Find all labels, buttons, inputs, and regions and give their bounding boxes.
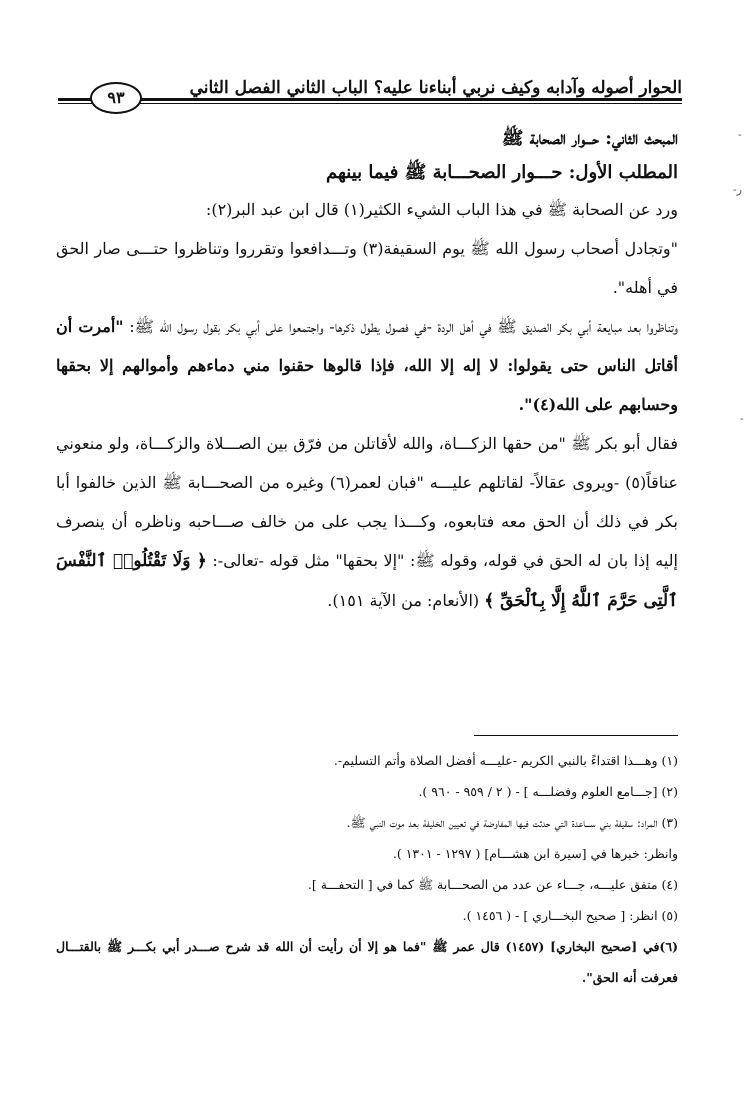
paragraph-text: فقال أبو بكر ﷺ "من حقها الزكـــاة، والله لأقاتلن من فرّق بين الصـــلاة والزكـــاة، ولو منعوني عناقاً(٥) -ويروى عقالاً- لقاتلهم عليـــه "فبان لعمر(٦) وغيره من الصحـــابة ﷺ الذين خالفوا أبا بكر في ذلك أن الحق معه فتابعوه، وكـــذا يجب على من خالف صـــاحبه وناظره أن ينصرف إليه إذا بان له الحق في قوله، وقوله ﷺ: "إلا بحقها" مثل قوله -تعالى-: xyxy=(56,434,678,570)
footnote: (١) وهـــذا اقتداءً بالنبي الكريم -عليـــه أفضل الصلاة وأتم التسليم-. xyxy=(333,753,678,768)
header-title: الحوار أصوله وآدابه وكيف نربي أبناءنا عليه؟ الباب الثاني الفصل الثاني xyxy=(184,78,682,98)
footnote: (٣) المراد: سقيفة بني ســـاعدة التي حدثت فيها المفاوضة في تعيين الخليفة بعد موت النبي ﷺ. xyxy=(346,815,678,830)
quran-verse: ﴿ وَلَا تَقْتُلُوا۟ ٱلنَّفْسَ ٱلَّتِى حَرَّمَ ٱللَّهُ إِلَّا بِٱلْحَقِّ ﴾ xyxy=(56,551,678,611)
header-rule xyxy=(58,98,682,101)
edge-mark: - xyxy=(738,128,742,141)
main-text xyxy=(56,118,678,621)
edge-mark: -ر xyxy=(733,183,743,196)
running-header xyxy=(58,78,682,114)
header-rule-thin xyxy=(58,103,682,104)
paragraph xyxy=(56,307,678,424)
section-heading: المبحث الثاني: حـــوار الصحابة ﷺ xyxy=(501,128,678,149)
verse-reference: (الأنعام: من الآية ١٥١). xyxy=(327,591,485,610)
paragraph: "وتجادل أصحاب رسول الله ﷺ يوم السقيفة(٣) وتـــدافعوا وتقرروا وتناظروا حتـــى صار الحق في أهله". xyxy=(56,239,678,297)
subsection-heading: المطلب الأول: حـــوار الصحـــابة ﷺ فيما بينهم xyxy=(325,162,678,183)
footnote: (٤) متفق عليـــه، جـــاء عن عدد من الصحـــابة ﷺ كما في [ التحفـــة ]. xyxy=(307,877,678,892)
paragraph xyxy=(56,424,678,621)
paragraph: ورد عن الصحابة ﷺ في هذا الباب الشيء الكثير(١) قال ابن عبد البر(٢): xyxy=(205,200,678,219)
edge-mark: - xyxy=(740,412,744,425)
paragraph-text: وتناظروا بعد مبايعة أبي بكر الصديق ﷺ في أهل الردة -في فصول يطول ذكرها- واجتمعوا على أبي بكر بقول رسول الله ﷺ: xyxy=(123,317,679,336)
hadith-quote: "أمرت أن أقاتل الناس حتى يقولوا: لا إله إلا الله، فإذا قالوها حقنوا مني دماءهم وأموالهم إلا بحقها وحسابهم على الله(٤)". xyxy=(56,317,679,414)
footnote: وانظر: خبرها في [سيرة ابن هشـــام] ( ١٢٩٧ - ١٣٠١ ). xyxy=(392,846,678,861)
footnote-separator xyxy=(474,735,678,736)
page-number: ٩٣ xyxy=(90,82,142,114)
footnote: (٢) [جـــامع العلوم وفضلـــه ] - ( ٢ / ٩٥٩ - ٩٦٠ ). xyxy=(418,784,678,799)
footnote: (٦)في [صحيح البخاري] (١٤٥٧) قال عمر ﷺ "فما هو إلا أن رأيت أن الله قد شرح صـــدر أبي بكـــر ﷺ بالقتـــال فعرفت أنه الحق". xyxy=(56,939,678,985)
footnotes xyxy=(56,745,678,993)
footnote: (٥) انظر: [ صحيح البخـــاري ] - ( ١٤٥٦ ). xyxy=(462,908,678,923)
